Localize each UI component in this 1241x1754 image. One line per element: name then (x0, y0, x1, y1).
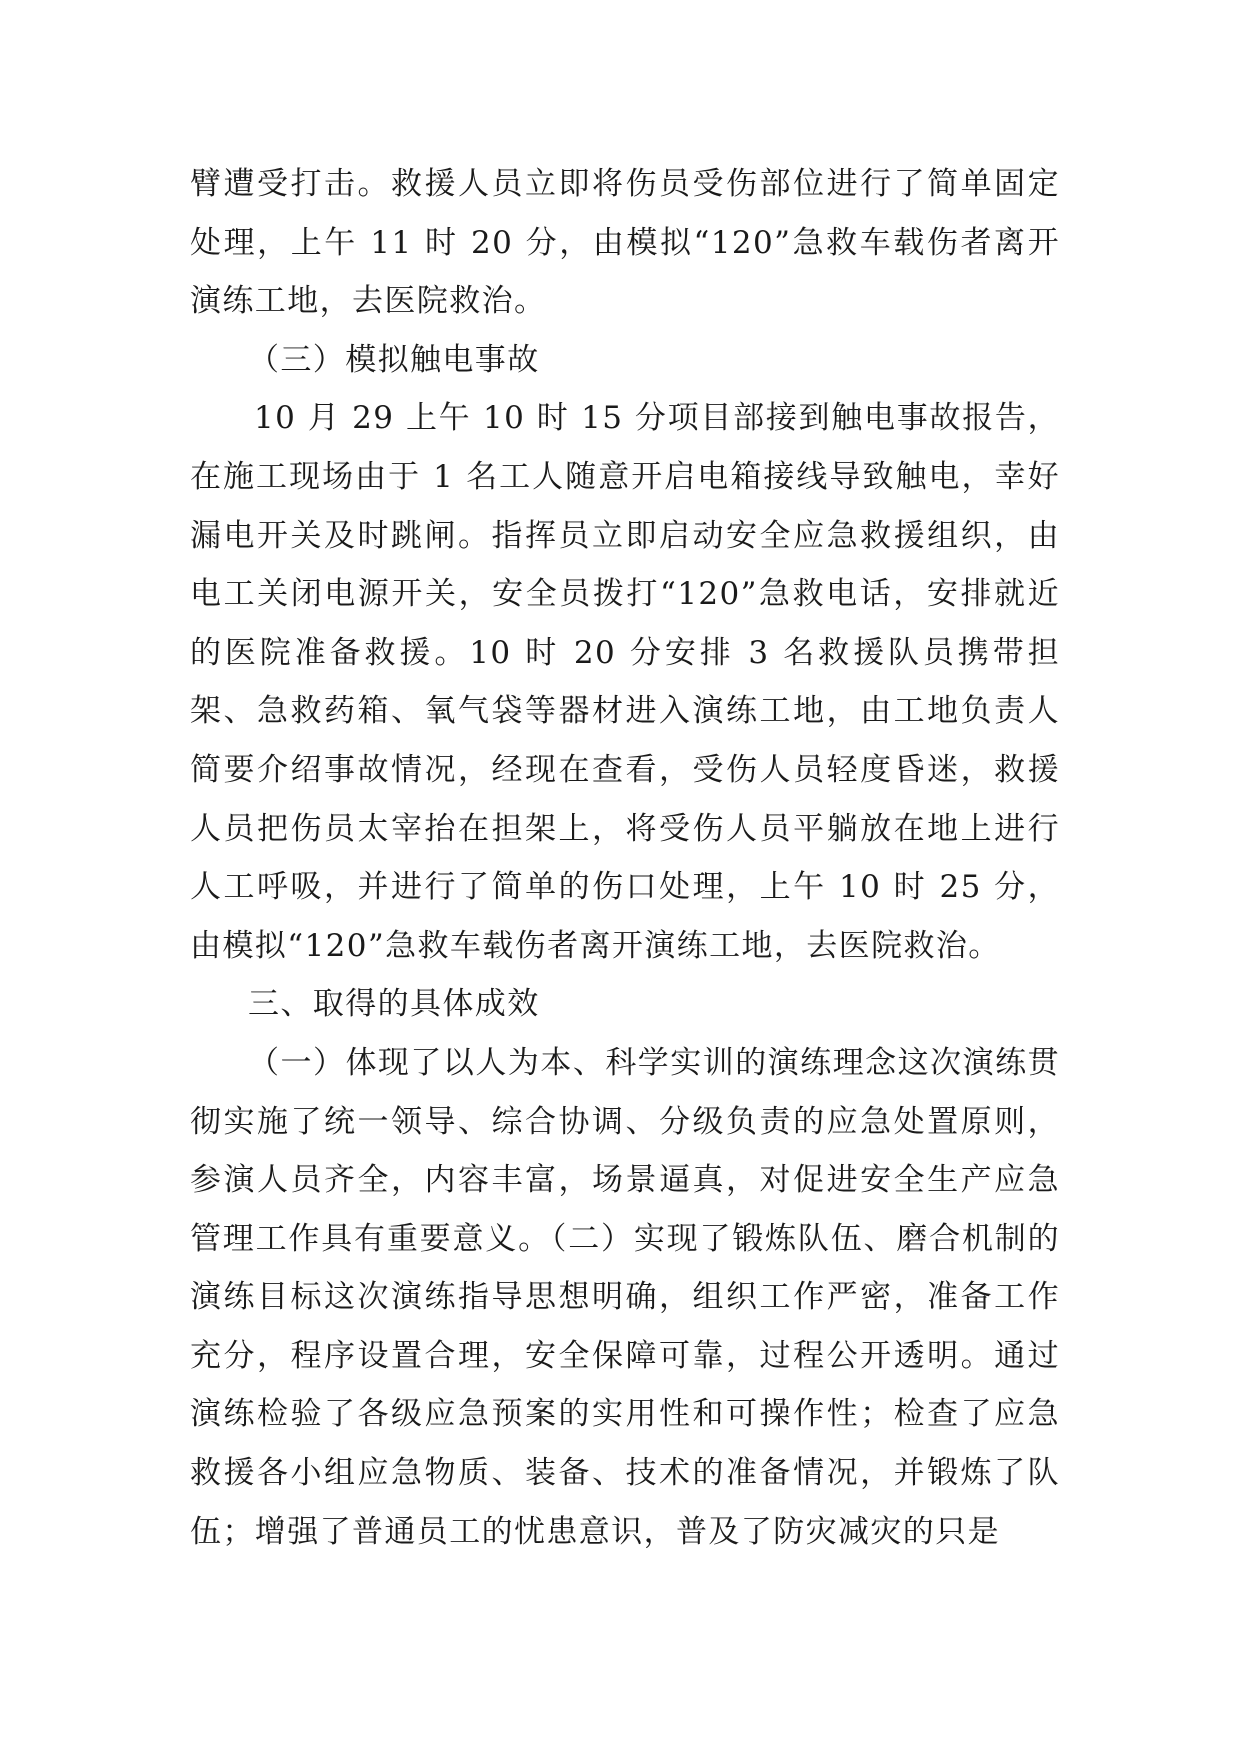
section-heading-results: 三、取得的具体成效 (248, 986, 540, 1023)
section-heading-electric-shock: （三）模拟触电事故 (248, 341, 540, 378)
paragraph-electric-shock-drill: 10 月 29 上午 10 时 15 分项目部接到触电事故报告，在施工现场由于 1 名工人随意开启电箱接线导致触电，幸好漏电开关及时跳闸。指挥员立即启动安全应急救援组织，由电工关闭电源开关，安全员拨打“120”急救电话，安排就近的医院准备救援。10 时 20 分安排 3 名救援队员携带担架、急救药箱、氧气袋等器材进入演练工地，由工地负责人简要介绍事故情况，经现在查看，受伤人员轻度昏迷，救援人员把伤员太宰抬在担架上，将受伤人员平躺放在地上进行人工呼吸，并进行了简单的伤口处理，上午 10 时 25 分，由模拟“120”急救车载伤者离开演练工地，去医院救治。 (190, 400, 1060, 964)
paragraph-continuation: 臂遭受打击。救援人员立即将伤员受伤部位进行了简单固定处理，上午 11 时 20 分，由模拟“120”急救车载伤者离开演练工地，去医院救治。 (190, 166, 1060, 320)
paragraph-results: （一）体现了以人为本、科学实训的演练理念这次演练贯彻实施了统一领导、综合协调、分级负责的应急处置原则，参演人员齐全，内容丰富，场景逼真，对促进安全生产应急管理工作具有重要意义。（二）实现了锻炼队伍、磨合机制的演练目标这次演练指导思想明确，组织工作严密，准备工作充分，程序设置合理，安全保障可靠，过程公开透明。通过演练检验了各级应急预案的实用性和可操作性；检查了应急救援各小组应急物质、装备、技术的准备情况，并锻炼了队伍；增强了普通员工的忧患意识，普及了防灾减灾的只是 (190, 1044, 1060, 1550)
document-body (190, 155, 1060, 1561)
